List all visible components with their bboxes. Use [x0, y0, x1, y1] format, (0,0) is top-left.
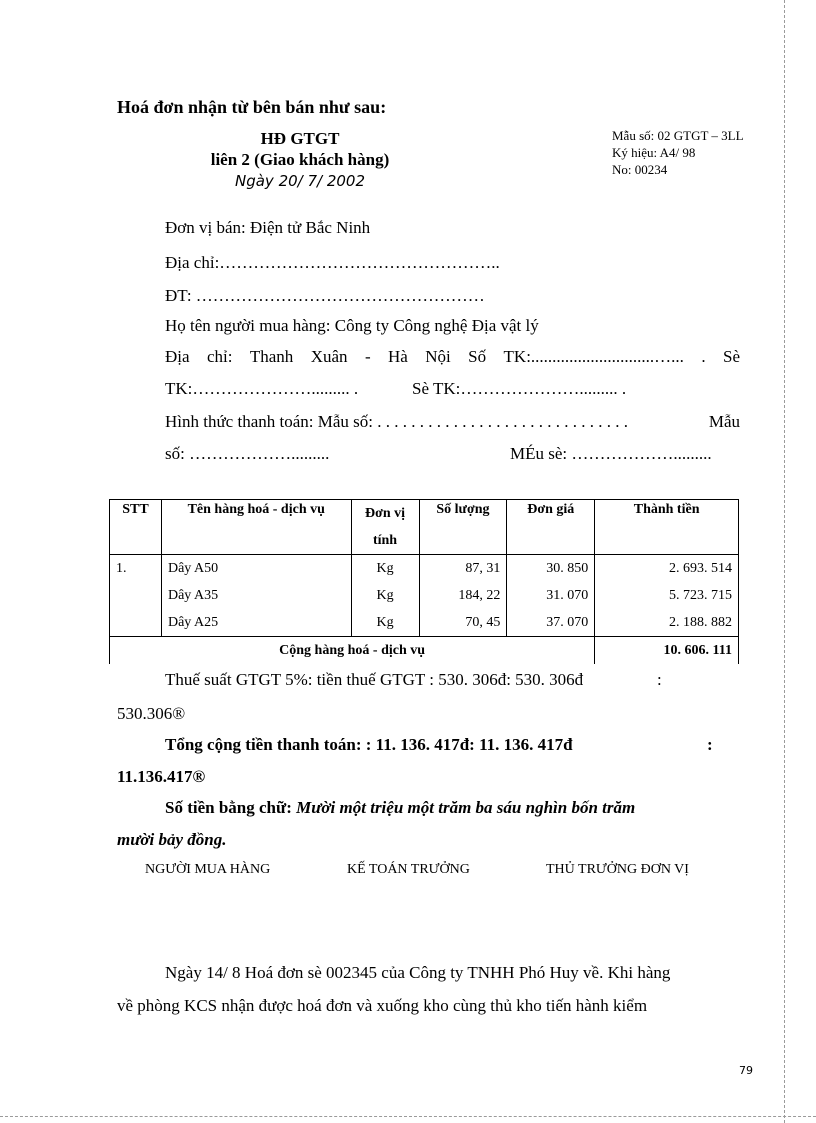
- payment-method: Hình thức thanh toán: Mẫu số: . . . . . . . . . . . . . . . . . . . . . . . . . . . . . . Mẫu: [165, 412, 740, 431]
- narrative-line-1: Ngày 14/ 8 Hoá đơn sè 002345 của Công ty TNHH Phó Huy về. Khi hàng: [165, 963, 671, 982]
- words-label: Số tiền bằng chữ:: [165, 798, 292, 817]
- form-line-b: MÉu sè: ……………….........: [510, 444, 712, 463]
- amount-in-words: [165, 798, 635, 818]
- buyer-name: Họ tên người mua hàng: Công ty Công nghệ Địa vật lý: [165, 316, 539, 335]
- intro-heading: Hoá đơn nhận từ bên bán như sau:: [117, 97, 387, 117]
- cell-price: 30. 850: [507, 555, 595, 583]
- symbol: Ký hiệu: A4/ 98: [612, 145, 696, 160]
- total-colon: :: [707, 735, 713, 754]
- cell-amount: 2. 188. 882: [595, 609, 739, 637]
- invoice-date: Ngày 20/ 7/ 2002: [234, 172, 366, 190]
- seller-unit: Đơn vị bán: Điện tử Bắc Ninh: [165, 218, 371, 237]
- cell-price: 37. 070: [507, 609, 595, 637]
- words-continuation: mười bảy đồng.: [117, 830, 227, 849]
- cell-unit: Kg: [351, 582, 419, 609]
- words-text: Mười một triệu một trăm ba sáu nghìn bốn trăm: [296, 798, 636, 817]
- buyer-account-b: Sè TK:…………………......... .: [412, 379, 627, 398]
- cell-qty: 87, 31: [419, 555, 507, 583]
- tax-colon: :: [657, 670, 662, 689]
- cell-stt: [110, 609, 162, 637]
- table-total-row: [110, 637, 739, 665]
- cell-name: Dây A35: [161, 582, 351, 609]
- total-continuation: 11.136.417®: [117, 767, 206, 786]
- cell-qty: 184, 22: [419, 582, 507, 609]
- col-unit: [351, 500, 419, 555]
- tax-line: Thuế suất GTGT 5%: tiền thuế GTGT : 530. 306đ: 530. 306đ: [165, 670, 584, 689]
- cell-stt: [110, 582, 162, 609]
- invoice-table: [109, 499, 739, 664]
- invoice-number: No: 00234: [612, 162, 668, 177]
- signature-director: THỦ TRƯỞNG ĐƠN VỊ: [546, 862, 689, 877]
- tax-continuation: 530.306®: [117, 704, 186, 723]
- narrative-line-2: về phòng KCS nhận được hoá đơn và xuống kho cùng thủ kho tiến hành kiểm: [117, 996, 648, 1015]
- invoice-title: HĐ GTGT: [260, 129, 340, 148]
- table-row: [110, 555, 739, 583]
- cell-price: 31. 070: [507, 582, 595, 609]
- form-number: Mẫu số: 02 GTGT – 3LL: [612, 128, 744, 143]
- col-amount: Thành tiền: [595, 500, 739, 555]
- signature-accountant: KẾ TOÁN TRƯỞNG: [347, 862, 470, 877]
- buyer-address: Địa chỉ: Thanh Xuân - Hà Nội Số TK:.............................…... . Sè: [165, 347, 740, 366]
- cell-stt: 1.: [110, 555, 162, 583]
- table-row: [110, 609, 739, 637]
- cell-qty: 70, 45: [419, 609, 507, 637]
- cell-unit: Kg: [351, 555, 419, 583]
- total-value: 10. 606. 111: [595, 637, 739, 665]
- cell-name: Dây A50: [161, 555, 351, 583]
- page-edge-bottom: [0, 1116, 816, 1117]
- cell-amount: 2. 693. 514: [595, 555, 739, 583]
- cell-amount: 5. 723. 715: [595, 582, 739, 609]
- seller-address: Địa chỉ:…………………………………………..: [165, 253, 500, 272]
- table-row: [110, 582, 739, 609]
- signature-buyer: NGƯỜI MUA HÀNG: [145, 862, 271, 877]
- form-line-a: số: ……………….........: [165, 444, 330, 463]
- cell-name: Dây A25: [161, 609, 351, 637]
- col-name: Tên hàng hoá - dịch vụ: [161, 500, 351, 555]
- seller-phone: ĐT: ……………………………………………: [165, 286, 485, 305]
- col-qty: Số lượng: [419, 500, 507, 555]
- col-price: Đơn giá: [507, 500, 595, 555]
- table-header-row: [110, 500, 739, 555]
- total-label: Cộng hàng hoá - dịch vụ: [110, 637, 595, 665]
- page-edge-right: [784, 0, 785, 1123]
- page-number: 79: [739, 1064, 753, 1077]
- col-stt: STT: [110, 500, 162, 555]
- total-payment: Tổng cộng tiền thanh toán: : 11. 136. 417đ: 11. 136. 417đ: [165, 735, 573, 754]
- cell-unit: Kg: [351, 609, 419, 637]
- invoice-copy: liên 2 (Giao khách hàng): [210, 150, 390, 169]
- col-unit-label: Đơn vị tính: [364, 506, 406, 548]
- buyer-account-a: TK:…………………......... .: [165, 379, 359, 398]
